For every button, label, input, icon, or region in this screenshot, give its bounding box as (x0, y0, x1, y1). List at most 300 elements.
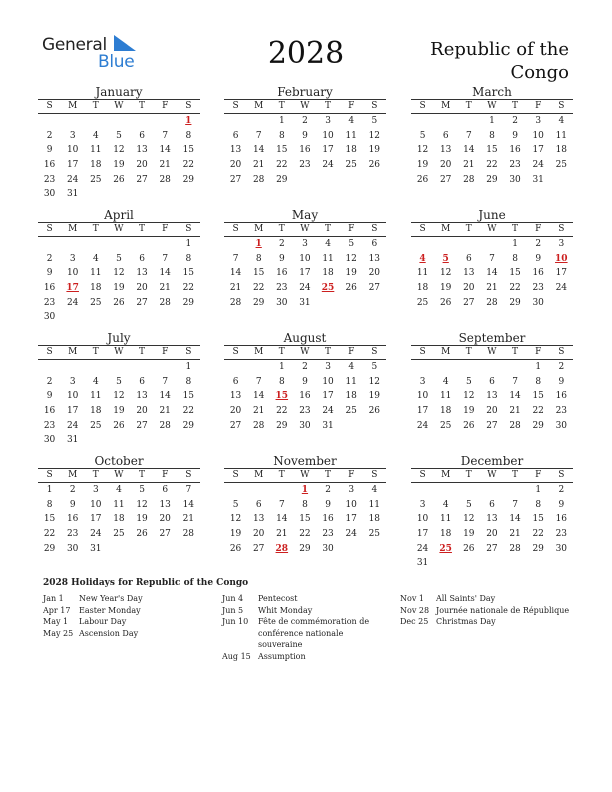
day-cell: 15 (252, 268, 265, 279)
day-cell: 23 (43, 174, 56, 185)
empty-day-cell (504, 483, 527, 498)
week-row (411, 556, 573, 571)
holiday-date: Aug 15 (222, 651, 251, 661)
day-cell: 6 (139, 253, 145, 264)
day-cell: 19 (368, 391, 381, 402)
day-cell: 18 (113, 514, 125, 525)
day-cell: 18 (439, 406, 452, 417)
day-cell: 30 (532, 297, 544, 308)
day-cell: 17 (299, 268, 311, 279)
holiday-day-cell: 4 (419, 253, 426, 264)
weekday-label: W (300, 224, 310, 234)
day-cell: 12 (113, 391, 125, 402)
day-cell: 26 (345, 283, 357, 294)
holiday-item (400, 593, 580, 605)
day-cell: 3 (69, 253, 76, 264)
week-row (224, 266, 386, 281)
holiday-date: Jan 1 (43, 594, 64, 603)
day-cell: 3 (325, 362, 331, 372)
day-cell: 12 (345, 253, 357, 264)
day-cell: 2 (535, 239, 542, 249)
week-row (38, 187, 200, 202)
day-cell: 24 (345, 529, 357, 540)
day-cell: 10 (416, 514, 429, 525)
day-cell: 15 (486, 145, 498, 156)
week-row (38, 173, 200, 188)
weekday-header (224, 468, 386, 483)
day-cell: 24 (66, 174, 79, 185)
day-cell: 5 (116, 253, 122, 264)
day-cell: 19 (463, 529, 475, 540)
day-cell: 11 (90, 145, 102, 156)
day-cell: 27 (252, 543, 265, 554)
day-cell: 28 (486, 297, 498, 308)
empty-day-cell (411, 114, 434, 129)
day-cell: 19 (439, 283, 452, 294)
weekday-label: W (114, 470, 124, 480)
holiday-date: Jun 5 (222, 605, 244, 615)
empty-day-cell (177, 310, 200, 325)
day-cell: 17 (66, 406, 79, 417)
day-cell: 10 (345, 499, 357, 510)
day-cell: 16 (555, 391, 568, 402)
day-cell: 25 (90, 420, 102, 431)
holiday-day-cell: 1 (301, 485, 309, 495)
holiday-day-cell: 28 (275, 543, 289, 554)
weekday-label: S (558, 224, 565, 234)
day-cell: 15 (182, 391, 195, 402)
week-row (224, 360, 386, 375)
day-cell: 27 (486, 420, 498, 431)
day-cell: 12 (463, 391, 475, 402)
day-cell: 29 (43, 543, 56, 554)
day-cell: 2 (325, 485, 331, 495)
weekday-label: S (46, 101, 53, 111)
empty-day-cell (434, 114, 457, 129)
day-cell: 10 (66, 268, 79, 279)
day-cell: 3 (69, 376, 76, 387)
weekday-label: M (254, 224, 264, 234)
empty-day-cell (224, 483, 247, 498)
day-cell: 12 (113, 268, 125, 279)
day-cell: 20 (486, 406, 498, 417)
day-cell: 20 (136, 160, 148, 171)
weekday-label: T (278, 347, 285, 357)
day-cell: 10 (66, 145, 79, 156)
day-cell: 9 (278, 253, 285, 264)
weekday-label: T (278, 224, 285, 234)
day-cell: 1 (46, 485, 53, 495)
holidays-title: 2028 Holidays for Republic of the Congo (43, 578, 249, 588)
day-cell: 14 (463, 145, 475, 156)
empty-day-cell (550, 173, 573, 188)
month-name: May (291, 208, 319, 222)
empty-day-cell (224, 237, 247, 252)
day-cell: 6 (139, 130, 145, 141)
weekday-label: F (162, 224, 169, 234)
holiday-item (400, 616, 580, 628)
day-cell: 19 (113, 160, 125, 171)
day-cell: 22 (252, 283, 265, 294)
holiday-name: Christmas Day (436, 617, 496, 626)
empty-day-cell (293, 173, 316, 188)
day-cell: 28 (252, 420, 265, 431)
weekday-label: T (278, 101, 285, 111)
empty-day-cell (317, 296, 340, 311)
day-cell: 3 (92, 485, 99, 495)
holiday-date: Jun 4 (222, 594, 244, 603)
day-cell: 27 (136, 174, 148, 185)
week-row (38, 389, 200, 404)
day-cell: 19 (136, 514, 148, 525)
day-cell: 7 (489, 253, 495, 264)
empty-day-cell (457, 556, 480, 571)
day-cell: 5 (419, 130, 426, 141)
day-cell: 23 (299, 406, 311, 417)
day-cell: 16 (66, 514, 79, 525)
day-cell: 25 (345, 406, 357, 417)
day-cell: 15 (532, 391, 544, 402)
country-line-2: Congo (510, 62, 569, 83)
day-cell: 7 (512, 499, 518, 510)
month-december (411, 454, 573, 571)
day-cell: 4 (348, 116, 355, 126)
day-cell: 28 (182, 529, 195, 540)
holiday-name: Pentecost (258, 594, 298, 603)
day-cell: 2 (302, 362, 308, 372)
day-cell: 20 (159, 514, 171, 525)
empty-day-cell (131, 114, 154, 129)
day-cell: 22 (532, 406, 544, 417)
day-cell: 5 (139, 485, 145, 495)
day-cell: 29 (276, 420, 288, 431)
day-cell: 17 (66, 160, 79, 171)
day-cell: 14 (182, 499, 195, 510)
day-cell: 7 (162, 376, 169, 387)
day-cell: 14 (159, 391, 171, 402)
weekday-label: S (371, 470, 378, 480)
week-row (224, 389, 386, 404)
day-cell: 5 (348, 239, 355, 249)
day-cell: 27 (439, 174, 452, 185)
day-cell: 11 (90, 391, 102, 402)
country-name (430, 38, 569, 84)
day-cell: 25 (113, 529, 125, 540)
day-cell: 29 (252, 297, 265, 308)
empty-day-cell (340, 173, 363, 188)
day-cell: 22 (509, 283, 521, 294)
weekday-header (38, 99, 200, 114)
day-cell: 2 (302, 116, 308, 126)
week-row (411, 375, 573, 390)
day-cell: 13 (368, 253, 381, 264)
day-cell: 8 (302, 499, 308, 510)
holiday-name: Fête de commémoration de conférence nationale souveraine (258, 617, 370, 649)
day-cell: 7 (162, 130, 169, 141)
day-cell: 22 (486, 160, 498, 171)
weekday-label: M (68, 224, 78, 234)
week-row (411, 360, 573, 375)
day-cell: 8 (535, 499, 542, 510)
week-row (224, 483, 386, 498)
week-row (38, 143, 200, 158)
week-row (411, 129, 573, 144)
day-cell: 2 (512, 116, 518, 126)
day-cell: 9 (558, 376, 565, 387)
day-cell: 7 (255, 130, 262, 141)
day-cell: 19 (113, 283, 125, 294)
day-cell: 3 (348, 485, 355, 495)
empty-day-cell (363, 173, 386, 188)
day-cell: 15 (276, 145, 288, 156)
day-cell: 9 (46, 268, 53, 279)
day-cell: 8 (46, 499, 53, 510)
month-name: January (95, 85, 143, 99)
week-row (224, 173, 386, 188)
day-cell: 31 (322, 420, 334, 431)
day-cell: 8 (185, 253, 192, 264)
day-cell: 10 (66, 391, 79, 402)
day-cell: 5 (116, 376, 122, 387)
day-cell: 30 (43, 189, 56, 200)
day-cell: 30 (555, 543, 568, 554)
day-cell: 29 (276, 174, 288, 185)
day-cell: 17 (532, 145, 544, 156)
weekday-header (38, 345, 200, 360)
day-cell: 4 (348, 362, 355, 372)
week-row (224, 542, 386, 557)
day-cell: 14 (159, 145, 171, 156)
day-cell: 27 (229, 174, 242, 185)
weekday-label: M (254, 101, 264, 111)
weekday-label: T (325, 224, 332, 234)
weekday-label: T (325, 347, 332, 357)
day-cell: 19 (113, 406, 125, 417)
empty-day-cell (107, 542, 130, 557)
week-row (224, 498, 386, 513)
day-cell: 3 (558, 239, 565, 249)
empty-day-cell (131, 187, 154, 202)
holiday-item (43, 593, 213, 605)
day-cell: 11 (345, 376, 357, 387)
weekday-label: S (46, 470, 53, 480)
week-row (411, 143, 573, 158)
weekday-label: F (162, 101, 169, 111)
day-cell: 28 (509, 420, 521, 431)
day-cell: 8 (255, 253, 262, 264)
week-row (411, 266, 573, 281)
day-cell: 11 (439, 514, 452, 525)
day-cell: 16 (43, 406, 56, 417)
weekday-label: F (348, 347, 355, 357)
day-cell: 21 (463, 160, 475, 171)
weekday-label: S (232, 101, 239, 111)
empty-day-cell (131, 542, 154, 557)
empty-day-cell (107, 433, 130, 448)
week-row (38, 360, 200, 375)
day-cell: 12 (368, 376, 381, 387)
day-cell: 1 (535, 485, 542, 495)
weekday-header (224, 345, 386, 360)
day-cell: 23 (276, 283, 288, 294)
weekday-label: W (300, 101, 310, 111)
weekday-label: T (139, 347, 146, 357)
day-cell: 26 (439, 297, 452, 308)
week-row (224, 252, 386, 267)
day-cell: 19 (345, 268, 357, 279)
month-name: November (273, 454, 337, 468)
day-cell: 16 (43, 283, 56, 294)
week-row (411, 389, 573, 404)
day-cell: 1 (489, 116, 495, 126)
empty-day-cell (154, 310, 177, 325)
empty-day-cell (411, 360, 434, 375)
weekday-header (224, 222, 386, 237)
empty-day-cell (224, 360, 247, 375)
day-cell: 14 (252, 145, 265, 156)
weekday-label: F (348, 470, 355, 480)
day-cell: 12 (439, 268, 452, 279)
day-cell: 8 (278, 130, 285, 141)
day-cell: 21 (276, 529, 288, 540)
day-cell: 21 (509, 529, 521, 540)
empty-day-cell (480, 360, 503, 375)
day-cell: 23 (322, 529, 334, 540)
day-cell: 11 (90, 268, 102, 279)
weekday-label: S (419, 347, 426, 357)
week-row (38, 404, 200, 419)
day-cell: 20 (252, 529, 265, 540)
day-cell: 13 (486, 514, 498, 525)
day-cell: 9 (302, 130, 308, 141)
empty-day-cell (38, 114, 61, 129)
day-cell: 9 (302, 376, 308, 387)
day-cell: 17 (345, 514, 357, 525)
weekday-label: M (68, 101, 78, 111)
empty-day-cell (107, 237, 130, 252)
day-cell: 31 (66, 435, 79, 446)
week-row (38, 129, 200, 144)
holiday-date: Nov 1 (400, 594, 424, 603)
holiday-item (222, 605, 387, 617)
empty-day-cell (247, 483, 270, 498)
empty-day-cell (61, 237, 84, 252)
day-cell: 4 (442, 499, 449, 510)
month-name: March (472, 85, 512, 99)
weekday-label: S (419, 470, 426, 480)
day-cell: 17 (416, 406, 429, 417)
holiday-item (222, 651, 387, 663)
empty-day-cell (154, 542, 177, 557)
weekday-label: M (441, 101, 451, 111)
empty-day-cell (480, 483, 503, 498)
weekday-label: T (278, 470, 285, 480)
day-cell: 20 (368, 268, 381, 279)
day-cell: 5 (116, 130, 122, 141)
week-row (38, 527, 200, 542)
holiday-item (400, 605, 580, 617)
day-cell: 6 (371, 239, 378, 249)
day-cell: 15 (182, 145, 195, 156)
weekday-label: S (46, 347, 53, 357)
day-cell: 27 (368, 283, 381, 294)
holiday-day-cell: 15 (275, 391, 289, 402)
day-cell: 12 (229, 514, 242, 525)
day-cell: 18 (90, 406, 102, 417)
day-cell: 1 (185, 239, 192, 249)
empty-day-cell (247, 114, 270, 129)
day-cell: 15 (182, 268, 195, 279)
weekday-label: T (465, 347, 472, 357)
day-cell: 16 (322, 514, 334, 525)
weekday-label: W (300, 470, 310, 480)
day-cell: 30 (509, 174, 521, 185)
day-cell: 4 (558, 116, 565, 126)
month-january (38, 85, 200, 202)
month-june (411, 208, 573, 310)
day-cell: 9 (69, 499, 76, 510)
day-cell: 29 (182, 174, 195, 185)
holiday-day-cell: 1 (185, 116, 192, 126)
day-cell: 5 (371, 362, 378, 372)
weekday-label: F (348, 101, 355, 111)
day-cell: 21 (486, 283, 498, 294)
week-row (411, 237, 573, 252)
month-name: April (104, 208, 134, 222)
day-cell: 4 (371, 485, 378, 495)
day-cell: 21 (252, 160, 265, 171)
day-cell: 18 (90, 283, 102, 294)
week-row (411, 498, 573, 513)
day-cell: 30 (276, 297, 288, 308)
empty-day-cell (504, 556, 527, 571)
weekday-label: T (465, 224, 472, 234)
holiday-day-cell: 17 (66, 283, 79, 294)
day-cell: 22 (43, 529, 56, 540)
day-cell: 23 (43, 420, 56, 431)
weekday-label: T (139, 101, 146, 111)
weekday-label: T (465, 101, 472, 111)
day-cell: 17 (322, 145, 334, 156)
empty-day-cell (457, 360, 480, 375)
day-cell: 6 (442, 130, 449, 141)
day-cell: 7 (465, 130, 472, 141)
day-cell: 1 (512, 239, 518, 249)
holidays-column (222, 593, 387, 662)
day-cell: 12 (463, 514, 475, 525)
day-cell: 21 (182, 514, 195, 525)
week-row (411, 252, 573, 267)
day-cell: 3 (325, 116, 331, 126)
empty-day-cell (177, 433, 200, 448)
day-cell: 10 (416, 391, 429, 402)
empty-day-cell (457, 483, 480, 498)
empty-day-cell (61, 114, 84, 129)
weekday-label: S (371, 101, 378, 111)
weekday-label: T (512, 101, 519, 111)
holiday-item (43, 616, 213, 628)
weekday-label: S (46, 224, 53, 234)
day-cell: 16 (299, 145, 311, 156)
day-cell: 15 (509, 268, 521, 279)
month-september (411, 331, 573, 433)
weekday-label: T (92, 101, 99, 111)
day-cell: 13 (136, 391, 148, 402)
holiday-date: Jun 10 (222, 617, 249, 626)
day-cell: 6 (489, 499, 495, 510)
day-cell: 13 (252, 514, 265, 525)
day-cell: 10 (322, 130, 334, 141)
